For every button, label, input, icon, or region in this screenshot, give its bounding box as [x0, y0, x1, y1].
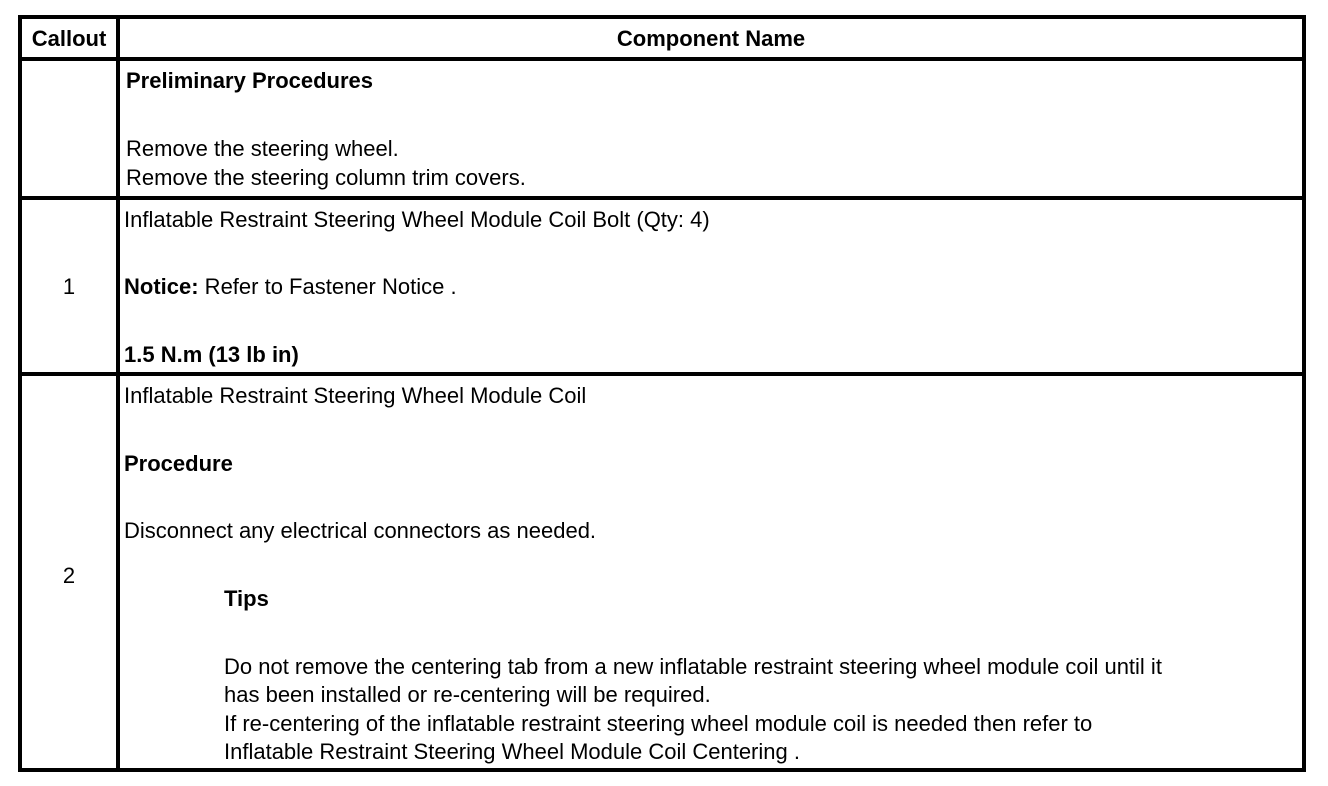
prelim-step-1: Remove the steering wheel. [126, 136, 399, 161]
prelim-step-2: Remove the steering column trim covers. [126, 165, 526, 190]
row2-tip1-line2: has been installed or re-centering will be required. [224, 682, 711, 707]
header-divider [22, 57, 1302, 61]
row2-procedure-step: Disconnect any electrical connectors as needed. [124, 518, 597, 543]
notice-label: Notice: [124, 274, 199, 299]
row2-tips-label: Tips [224, 586, 269, 611]
row1-component-name: Inflatable Restraint Steering Wheel Module Coil Bolt (Qty: 4) [124, 207, 710, 232]
row2-tip2-line1: If re-centering of the inflatable restraint steering wheel module coil is needed then refer to [224, 711, 1093, 736]
row-divider-1 [22, 372, 1302, 376]
row1-torque: 1.5 N.m (13 lb in) [124, 342, 299, 367]
row1-callout: 1 [62, 274, 76, 299]
row2-tip1-line1: Do not remove the centering tab from a new inflatable restraint steering wheel module coil until it [224, 654, 1162, 679]
row1-notice [124, 273, 457, 301]
column-divider [116, 19, 120, 768]
prelim-title: Preliminary Procedures [126, 68, 374, 93]
row2-procedure-label: Procedure [124, 451, 233, 476]
header-component-name: Component Name [616, 26, 806, 51]
header-callout: Callout [31, 26, 107, 51]
row2-component-name: Inflatable Restraint Steering Wheel Module Coil [124, 383, 587, 408]
row2-tip2-line2: Inflatable Restraint Steering Wheel Module Coil Centering . [224, 739, 800, 764]
row2-callout: 2 [62, 563, 76, 588]
notice-text: Refer to Fastener Notice . [198, 274, 457, 299]
component-table [18, 15, 1306, 772]
row-divider-prelim [22, 196, 1302, 200]
